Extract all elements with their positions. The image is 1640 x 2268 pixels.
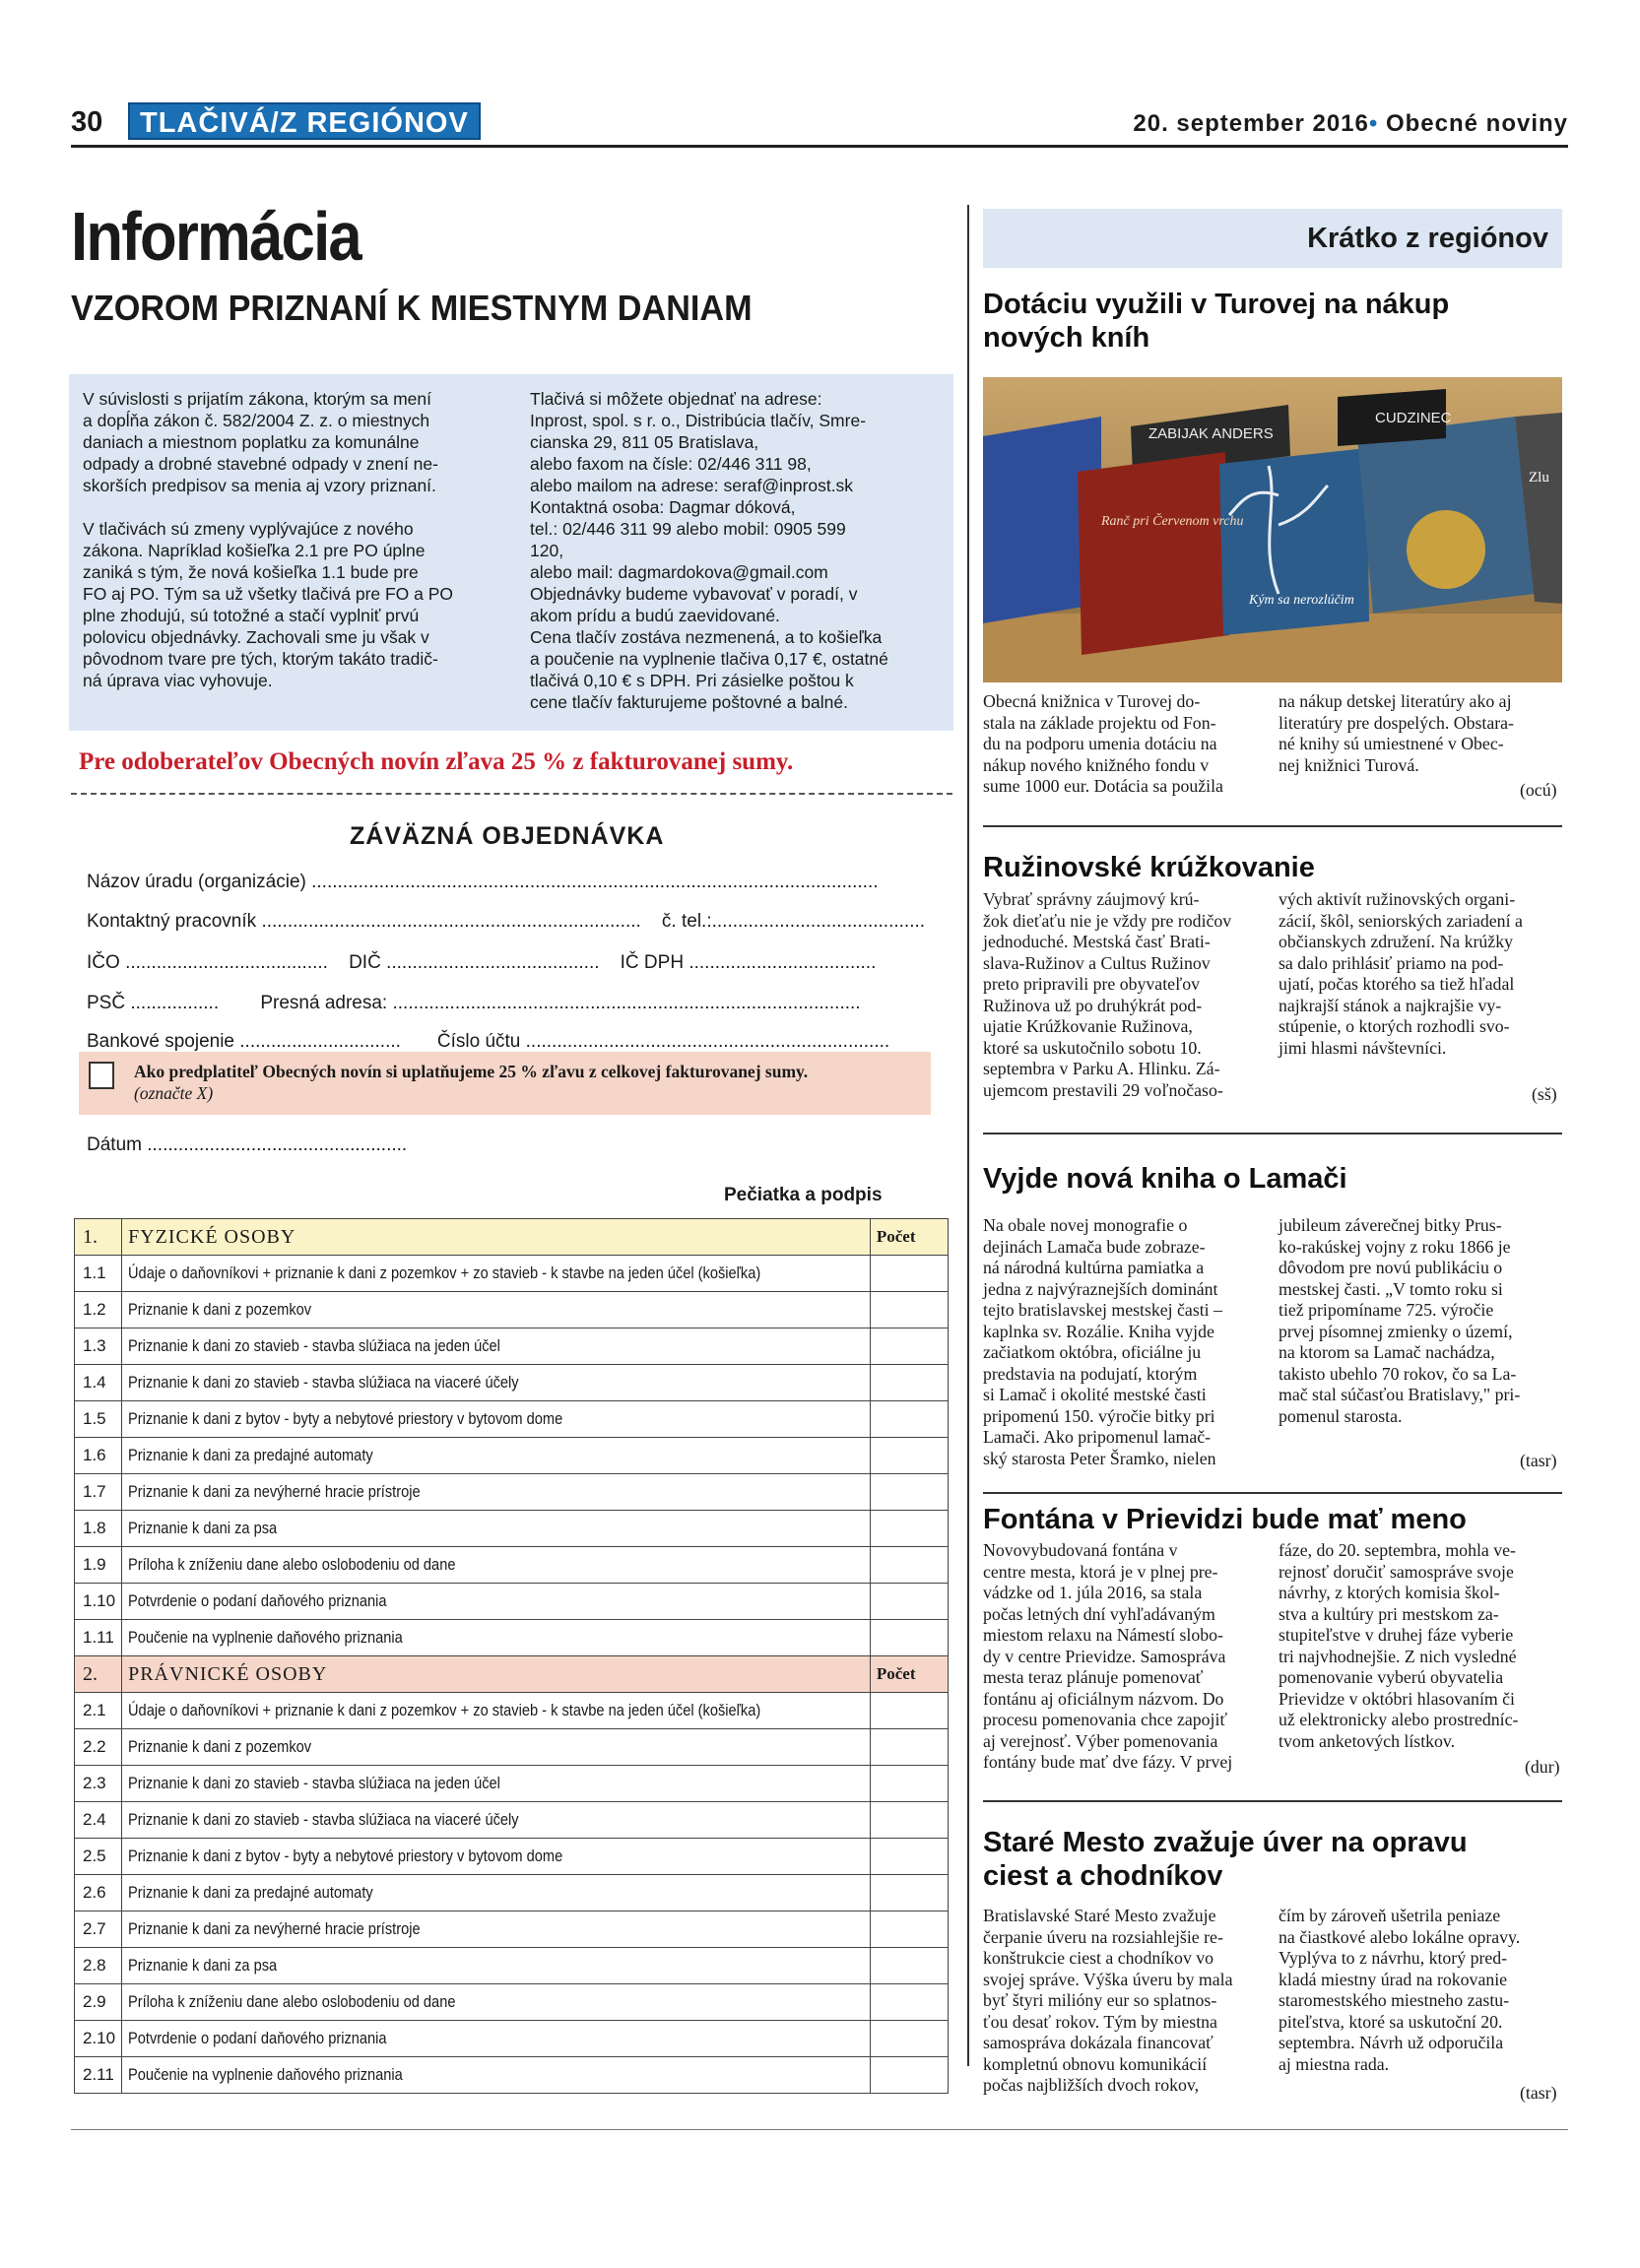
count-input-cell[interactable] [870,1584,948,1620]
table-row [75,1511,949,1547]
count-input-cell[interactable] [870,1365,948,1401]
cut-line [71,793,952,795]
row-number: 1.7 [75,1474,122,1511]
books-photo [983,377,1562,682]
row-label-text: Priznanie k dani za predajné automaty [128,1446,373,1464]
contact-label: Kontaktný pracovník [87,911,257,932]
office-label: Názov úradu (organizácie) [87,872,306,892]
count-input-cell[interactable] [870,1401,948,1438]
count-input-cell[interactable] [870,1474,948,1511]
subscriber-text: Ako predplatiteľ Obecných novín si uplatňujeme 25 % zľavu z celkovej fakturovanej sumy. [134,1062,809,1081]
row-label-text: Priznanie k dani za psa [128,1519,278,1537]
row-number: 1.2 [75,1292,122,1328]
count-input-cell[interactable] [870,1547,948,1584]
article-text-col2: fáze, do 20. septembra, mohla ve- rejnosť doručiť samospráve svoje návrhy, z ktorých komisia škol- stva a kultúry pri mestskom za- stupiteľstve v druhej fáze vyberie tri najvhodnejšie. Z nich vysledné pomenovanie vyberú obyvatelia Prievidze v októbri hlasovaním či už elektronicky alebo prostredníc- tvom anketových lístkov. [1279,1540,1519,1751]
subscriber-discount-box [79,1052,931,1115]
column-divider [967,205,969,2066]
row-label [122,1984,871,2021]
article-signature: (dur) [1525,1757,1560,1777]
info-text-right: Tlačivá si môžete objednať na adrese: Inprost, spol. s r. o., Distribúcia tlačív, Smre- cianska 29, 811 05 Bratislava, alebo faxom na čísle: 02/446 311 98, alebo mailom na adrese: seraf@inprost.sk Kontaktná osoba: Dagmar dóková, tel.: 02/446 311 99 alebo mobil: 0905 599 120, alebo mail: dagmardokova@gmail.com Objednávky budeme vybavovať v poradí, v akom prídu a budú zaevidované. Cena tlačív zostáva nezmenená, a to košieľka a poučenie na vyplnenie tlačiva 0,17 €, ostatné tlačivá 0,10 € s DPH. Pri zásielke poštou k cene tlačív fakturujeme poštovné a balné. [530,389,888,712]
table-row [75,1365,949,1401]
table-row [75,1584,949,1620]
bank-label: Bankové spojenie [87,1031,234,1052]
main-title: Informácia [71,198,361,275]
subscriber-checkbox[interactable] [89,1062,114,1089]
row-label-text: Priznanie k dani zo stavieb - stavba slúžiaca na jeden účel [128,1774,500,1792]
article-text-col1: Na obale novej monografie o dejinách Lamača bude zobraze- ná národná kultúrna pamiatka a jedna z najvýraznejších dominánt tejto bratislavskej mestskej časti – kaplnka sv. Rozálie. Kniha vyjde začiatkom októbra, oficiálne ju predstavia na podujatí, ktorým si Lamač i okolité mestské časti pripomenú 150. výročie bitky pri Lamači. Ako pripomenul lamač- ský starosta Peter Šramko, nielen [983,1215,1222,1468]
row-label [122,1912,871,1948]
row-label-text: Priznanie k dani z pozemkov [128,1737,312,1756]
brief-title: Krátko z regiónov [1307,223,1548,254]
article-text-col2: jubileum záverečnej bitky Prus- ko-rakúskej vojny z roku 1866 je dôvodom pre novú publikáciu o mestskej časti. „V tomto roku si tiež pripomíname 725. výročie prvej písomnej zmienky o území, na ktorom sa Lamač nachádza, takisto ubehlo 70 rokov, čo sa La- mač stal súčasťou Bratislavy," pri- pomenul starosta. [1279,1215,1521,1426]
table-section-row [75,1656,949,1693]
table-row [75,2057,949,2094]
table-section-row [75,1219,949,1256]
article-divider [983,1133,1562,1134]
article-signature: (tasr) [1520,1451,1557,1470]
account-label: Číslo účtu [436,1031,521,1052]
ico-field[interactable]: IČO ....................................... DIČ ......................................... IČ DPH .................................... [87,952,877,973]
article-headline: Vyjde nová kniha o Lamači [983,1163,1347,1195]
row-number: 2.7 [75,1912,122,1948]
row-label-text: Priznanie k dani z bytov - byty a nebytové priestory v bytovom dome [128,1847,563,1865]
row-label-text: Priznanie k dani za psa [128,1956,278,1975]
row-number: 1.4 [75,1365,122,1401]
books-photo-image [983,377,1562,682]
table-row [75,1438,949,1474]
row-number: 2.8 [75,1948,122,1984]
row-number: 1.8 [75,1511,122,1547]
separator-dot: • [1368,110,1379,137]
table-row [75,1802,949,1839]
count-input-cell[interactable] [870,1620,948,1656]
table-row [75,1875,949,1912]
date-field[interactable]: Dátum .................................................. [87,1134,408,1155]
article-headline: Dotáciu využili v Turovej na nákup nových kníh [983,289,1450,354]
table-row [75,1839,949,1875]
row-label-text: Priznanie k dani za nevýherné hracie prístroje [128,1482,421,1501]
count-input-cell[interactable] [870,1438,948,1474]
row-number: 2.10 [75,2021,122,2057]
row-label [122,1766,871,1802]
article-headline: Staré Mesto zvažuje úver na opravu ciest a chodníkov [983,1827,1468,1892]
row-label-text: Potvrdenie o podaní daňového priznania [128,1591,387,1610]
row-number: 2.11 [75,2057,122,2094]
count-input-cell[interactable] [870,1256,948,1292]
article-text-col2: na nákup detskej literatúry ako aj literatúry pre dospelých. Obstara- né knihy sú umiestnené v Obec- nej knižnici Turová. [1279,691,1514,775]
table-row [75,1547,949,1584]
row-label [122,2057,871,2094]
count-input-cell[interactable] [870,1292,948,1328]
row-label [122,1256,871,1292]
publication-name: Obecné noviny [1385,110,1568,137]
row-number: 2.9 [75,1984,122,2021]
count-input-cell[interactable] [870,1328,948,1365]
row-number: 1.3 [75,1328,122,1365]
row-label [122,1547,871,1584]
info-box [69,374,953,731]
row-label-text: Poučenie na vyplnenie daňového priznania [128,1628,403,1647]
table-row [75,1948,949,1984]
issue-info [1133,110,1568,138]
page-bottom-rule [71,2129,1568,2130]
article-divider [983,1800,1562,1802]
table-row [75,1912,949,1948]
article-text-col2: čím by zároveň ušetrila peniaze na čiastkové alebo lokálne opravy. Vyplýva to z návrhu, ktorý pred- kladá miestny úrad na rokovanie staromestského miestneho zastu- piteľstva, ktoré sa uskutoční 20. septembra. Návrh už odporučila aj miestna rada. [1279,1906,1521,2074]
table-row [75,1620,949,1656]
row-label [122,1948,871,1984]
office-field[interactable]: Názov úradu (organizácie) ............................................................................................................. [87,872,879,892]
row-number: 1.5 [75,1401,122,1438]
table-row [75,1984,949,2021]
main-subtitle: VZOROM PRIZNANÍ K MIESTNYM DANIAM [71,288,753,328]
count-input-cell[interactable] [870,1729,948,1766]
section-number: 2. [75,1656,122,1693]
row-label-text: Poučenie na vyplnenie daňového priznania [128,2065,403,2084]
row-label-text: Priznanie k dani zo stavieb - stavba slúžiaca na viaceré účely [128,1373,519,1392]
row-number: 2.6 [75,1875,122,1912]
page-number: 30 [71,106,103,138]
contact-field[interactable]: Kontaktný pracovník ......................................................................... č. tel.:......................................... [87,911,926,932]
psc-field[interactable]: PSČ ................. Presná adresa: .......................................................................................... [87,993,861,1013]
row-label [122,1292,871,1328]
book-title-4: Kým sa nerozlúčim [1249,593,1354,608]
row-label [122,1328,871,1365]
row-label [122,1365,871,1401]
phone-label: č. tel.: [661,911,712,932]
table-row [75,1693,949,1729]
table-row [75,1328,949,1365]
row-number: 2.2 [75,1729,122,1766]
row-label-text: Údaje o daňovníkovi + priznanie k dani z pozemkov + zo stavieb - k stavbe na jeden účel (košieľka) [128,1264,761,1282]
article-divider [983,825,1562,827]
row-label [122,1620,871,1656]
row-label-text: Príloha k zníženiu dane alebo oslobodeniu od dane [128,1992,456,2011]
dic-label: DIČ [349,952,381,973]
article-text-col1: Vybrať správny záujmový krú- žok dieťaťu nie je vždy pre rodičov jednoduché. Mestská časť Brati- slava-Ružinov a Cultus Ružinov preto pripravili pre obyvateľov Ružinova už po druhýkrát pod- ujatie Krúžkovanie Ružinova, ktoré sa uskutočnilo sobotu 10. septembra v Parku A. Hlinku. Zá- ujemcom prestavili 29 voľnočaso- [983,889,1232,1100]
row-number: 2.3 [75,1766,122,1802]
table-row [75,1474,949,1511]
psc-label: PSČ [87,993,126,1013]
section-number: 1. [75,1219,122,1256]
issue-date: 20. september 2016 [1133,110,1369,137]
row-label [122,1875,871,1912]
forms-table [74,1218,949,2094]
row-label-text: Priznanie k dani zo stavieb - stavba slúžiaca na viaceré účely [128,1810,519,1829]
row-label [122,1839,871,1875]
bank-field[interactable]: Bankové spojenie ............................... Číslo účtu ...................................................................... [87,1031,890,1052]
row-label-text: Príloha k zníženiu dane alebo oslobodeniu od dane [128,1555,456,1574]
row-label [122,1474,871,1511]
book-title-1: ZABIJAK ANDERS [1148,425,1274,442]
article-divider [983,1492,1562,1494]
row-number: 1.6 [75,1438,122,1474]
address-label: Presná adresa: [260,993,388,1013]
row-label [122,1693,871,1729]
count-input-cell[interactable] [870,2057,948,2094]
article-signature: (ocú) [1520,780,1557,800]
row-number: 1.9 [75,1547,122,1584]
count-header: Počet [870,1219,948,1256]
count-input-cell[interactable] [870,1693,948,1729]
row-label [122,2021,871,2057]
book-title-3: Ranč pri Červenom vrchu [1101,514,1244,529]
count-input-cell[interactable] [870,1802,948,1839]
row-label [122,1802,871,1839]
count-input-cell[interactable] [870,1912,948,1948]
article-signature: (sš) [1532,1084,1557,1104]
row-label [122,1584,871,1620]
article-text-col1: Obecná knižnica v Turovej do- stala na základe projektu od Fon- du na podporu umenia dotáciu na nákup nového knižného fondu v sume 1000 eur. Dotácia sa použila [983,691,1223,796]
row-label [122,1438,871,1474]
row-label-text: Priznanie k dani z pozemkov [128,1300,312,1319]
row-label-text: Priznanie k dani za predajné automaty [128,1883,373,1902]
book-title-5: Zlu [1529,470,1549,486]
subscriber-hint: (označte X) [134,1083,214,1103]
section-title-text: FYZICKÉ OSOBY [128,1225,296,1248]
row-label [122,1729,871,1766]
order-title: ZÁVÄZNÁ OBJEDNÁVKA [350,822,665,850]
icdph-label: IČ DPH [620,952,685,973]
row-label-text: Potvrdenie o podaní daňového priznania [128,2029,387,2047]
section-label: TLAČIVÁ/Z REGIÓNOV [128,102,481,140]
count-input-cell[interactable] [870,1839,948,1875]
row-label [122,1511,871,1547]
article-text-col2: vých aktivít ružinovských organi- zácií, škôl, seniorských zariadení a občianskych združení. Na krúžky sa dalo prihlásiť priamo na pod- ujatí, počas ktorého sa tiež hľadal najkrajší stánok a najkrajšie vy- stúpenie, o ktorých rozhodli svo- jimi hlasmi návštevníci. [1279,889,1523,1058]
row-label [122,1401,871,1438]
row-number: 2.5 [75,1839,122,1875]
table-row [75,2021,949,2057]
row-number: 2.4 [75,1802,122,1839]
row-number: 1.11 [75,1620,122,1656]
count-input-cell[interactable] [870,1511,948,1547]
count-input-cell[interactable] [870,1875,948,1912]
info-text-left: V súvislosti s prijatím zákona, ktorým sa mení a dopĺňa zákon č. 582/2004 Z. z. o miestnych daniach a miestnom poplatku za komunálne odpady a drobné stavebné odpady v znení ne- skorších predpisov sa menia aj vzory priznaní. V tlačivách sú zmeny vyplývajúce z nového zákona. Napríklad košieľka 2.1 pre PO úplne zaniká s tým, že nová košieľka 1.1 bude pre FO aj PO. Tým sa už všetky tlačivá pre FO a PO plne zhodujú, sú totožné a stačí vyplniť prvú polovicu objednávky. Zachovali sme ju však v pôvodnom tvare pre tých, ktorým takáto tradič- ná úprava viac vyhovuje. [83,389,454,690]
count-input-cell[interactable] [870,1984,948,2021]
article-signature: (tasr) [1520,2083,1557,2103]
article-headline: Fontána v Prievidzi bude mať meno [983,1504,1467,1535]
ico-label: IČO [87,952,120,973]
stamp-signature-label: Pečiatka a podpis [724,1185,883,1205]
section-title [122,1219,871,1256]
row-label-text: Priznanie k dani z bytov - byty a nebytové priestory v bytovom dome [128,1409,563,1428]
article-headline: Ružinovské krúžkovanie [983,852,1315,883]
article-text-col1: Novovybudovaná fontána v centre mesta, ktorá je v plnej pre- vádzke od 1. júla 2016, sa stala počas letných dní vyhľadávaným miestom relaxu na Námestí slobo- dy v centre Prievidze. Samospráva mesta teraz plánuje pomenovať fontánu aj oficiálnym názvom. Do procesu pomenovania chce zapojiť aj verejnosť. Výber pomenovania fontány bude mať dve fázy. V prvej [983,1540,1233,1772]
page-header [71,102,1568,148]
row-number: 1.10 [75,1584,122,1620]
brief-header [983,209,1562,268]
discount-notice: Pre odoberateľov Obecných novín zľava 25 % z fakturovanej sumy. [79,748,794,775]
table-row [75,1256,949,1292]
table-row [75,1729,949,1766]
table-row [75,1401,949,1438]
row-label-text: Údaje o daňovníkovi + priznanie k dani z pozemkov + zo stavieb - k stavbe na jeden účel (košieľka) [128,1701,761,1719]
row-number: 2.1 [75,1693,122,1729]
date-label: Dátum [87,1134,142,1155]
count-input-cell[interactable] [870,1948,948,1984]
count-input-cell[interactable] [870,2021,948,2057]
book-title-2: CUDZINEC [1375,410,1452,426]
table-row [75,1766,949,1802]
count-input-cell[interactable] [870,1766,948,1802]
article-text-col1: Bratislavské Staré Mesto zvažuje čerpanie úveru na rozsiahlejšie re- konštrukcie ciest a chodníkov vo svojej správe. Výška úveru by mala byť štyri milióny eur so splatnos- ťou desať rokov. Tým by miestna samospráva dokázala financovať kompletnú obnovu komunikácií počas najbližších dvoch rokov, [983,1906,1233,2095]
count-header: Počet [870,1656,948,1693]
row-label-text: Priznanie k dani za nevýherné hracie prístroje [128,1919,421,1938]
section-title [122,1656,871,1693]
row-label-text: Priznanie k dani zo stavieb - stavba slúžiaca na jeden účel [128,1336,500,1355]
row-number: 1.1 [75,1256,122,1292]
table-row [75,1292,949,1328]
section-title-text: PRÁVNICKÉ OSOBY [128,1662,328,1685]
